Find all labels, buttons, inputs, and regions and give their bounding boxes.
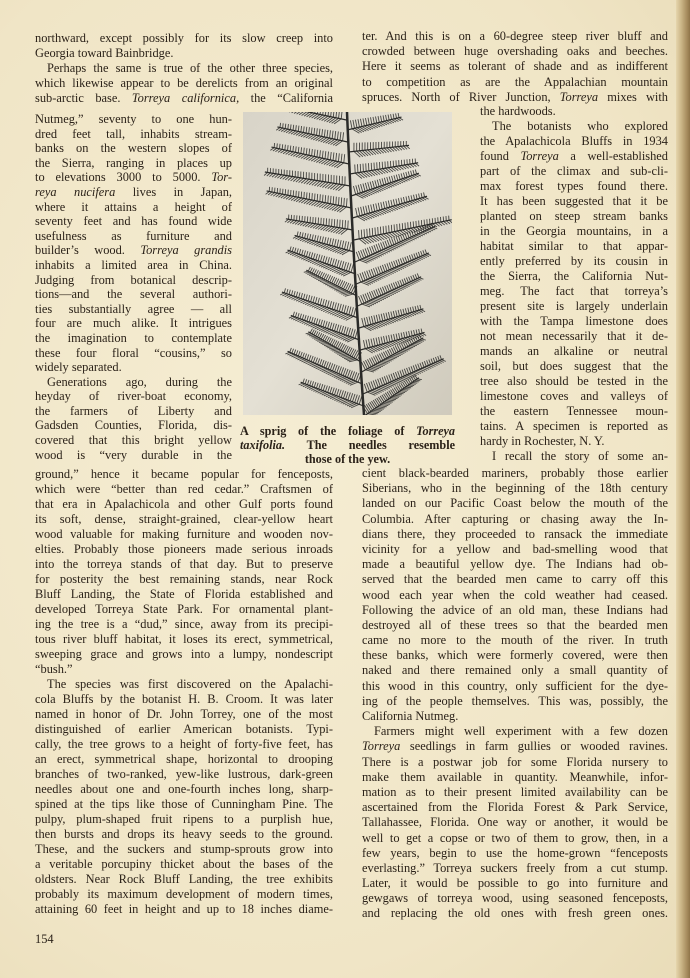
text-span: the “California	[239, 91, 333, 105]
text-line: Here it seems as tolerant of shade and as indifferent	[362, 59, 668, 74]
text-line: make them available in quantity. Meanwhile, infor-	[362, 769, 668, 784]
italic-text: Torreya	[559, 89, 599, 104]
text-line: Nutmeg,” seventy to one hun-	[35, 112, 232, 126]
italic-text: taxifolia.	[240, 438, 286, 452]
text-line: “bush.”	[35, 662, 73, 676]
needle	[370, 228, 371, 236]
text-line: wood each year when the cold weather had ceased.	[362, 587, 668, 602]
needle	[344, 198, 345, 207]
text-line: naked and there remained only a small quantity of	[362, 663, 668, 678]
text-line: served that the bearded men came to carry off this	[362, 572, 668, 587]
text-span: sub-arctic base.	[35, 91, 132, 105]
text-line	[362, 90, 668, 105]
text-line: few years, begin to use the home-grown “fenceposts	[362, 845, 668, 860]
text-line: planted on steep stream banks	[480, 209, 668, 223]
italic-text: Torreya	[416, 424, 455, 438]
text-line: its soft, dense, straight-grained, clear-yellow heart	[35, 512, 333, 526]
text-line: which were “better than red cedar.” Craftsmen of	[35, 482, 333, 496]
text-line: not mean necessarily that it de-	[480, 329, 668, 343]
text-line: mands an alkaline or neutral	[480, 344, 668, 358]
text-line: part of the climax and sub-cli-	[480, 164, 668, 178]
torreya-foliage-photo	[243, 112, 452, 415]
text-line: tous river bluff habitat, it loses its erect, symmetrical,	[35, 632, 333, 646]
text-line: branches of two-ranked, yew-like lustrous, dark-green	[35, 767, 333, 781]
text-line: developed Torreya State Park. For ornamental plant-	[35, 602, 333, 616]
text-line: ascertained from the Florida Forest & Park Service,	[362, 800, 668, 815]
text-line: attaining 60 feet in height and up to 18 inches diame-	[35, 902, 333, 916]
text-line: widely separated.	[35, 360, 122, 375]
text-line: wood valuable for making furniture and wooden nov-	[35, 527, 333, 541]
right-column-bottom-text	[362, 466, 668, 922]
text-line: Later, it would be possible to go into furniture and	[362, 876, 668, 891]
text-line: oldsters. Near Rock Bluff Landing, the tree exhibits	[35, 872, 333, 886]
text-line: Farmers might well experiment with a few dozen	[374, 724, 668, 739]
text-line: ing of the people themselves. This was, possibly, the	[362, 693, 668, 708]
text-line	[35, 185, 232, 200]
needle	[372, 228, 373, 236]
text-line: Perhaps the same is true of the other three species,	[47, 61, 333, 75]
text-line: soil, but does suggest that the	[480, 359, 668, 373]
text-line: a veritable porcupiny thicket about the bases of the	[35, 857, 333, 871]
text-line: the Sierra, ranging in places up	[35, 155, 232, 170]
text-line: cient black-bearded mariners, probably those earlier	[362, 466, 668, 480]
left-column-top-text	[35, 31, 333, 106]
text-line: which likewise appear to be derelicts from an original	[35, 76, 333, 90]
photo-caption	[240, 424, 455, 466]
text-line: There is a postwar job for some Florida nursery to	[362, 754, 668, 769]
right-column-top-text	[362, 29, 668, 105]
text-line: covered that this bright yellow	[35, 433, 232, 448]
text-line: named in honor of Dr. John Torrey, one of the most	[35, 707, 333, 721]
needle	[279, 144, 280, 149]
text-line: hardy in Rochester, N. Y.	[480, 434, 605, 448]
text-line: destroyed all of these trees so that the bearded men	[362, 617, 668, 632]
text-line: probably its maximum development of modern times,	[35, 887, 333, 901]
text-line: pulpy, plum-shaped fruit ripens to a purplish hue,	[35, 812, 333, 826]
text-span: a well-established	[558, 149, 668, 163]
text-line: came no more to the mouth of the river. In truth	[362, 633, 668, 648]
text-line: and replacing the old ones with fresh green ones.	[362, 906, 668, 921]
needle	[290, 124, 291, 129]
needle	[348, 220, 349, 229]
needle	[338, 197, 339, 205]
text-line: ties substantially agree — all	[35, 301, 232, 316]
text-line: cally, the tree grows to a height of forty-five feet, has	[35, 737, 333, 751]
text-line: Columbia. After capturing or chasing away the In-	[362, 511, 668, 526]
needle	[359, 230, 360, 239]
text-span: builder’s wood.	[35, 243, 141, 258]
text-line: vicinity for a yellow and bad-smelling wood that	[362, 541, 668, 556]
text-line: the Apalachicola Bluffs in 1934	[480, 134, 668, 148]
text-line: inhabits a limited area in China.	[35, 257, 232, 272]
text-line: The botanists who explored	[492, 119, 668, 133]
text-line: dred feet tall, inhabits stream-	[35, 126, 232, 141]
text-line: meg. The fact that torreya’s	[480, 284, 668, 298]
text-line: well to get a copse or two of them to grow, then, in a	[362, 830, 668, 845]
text-line: wood is “very durable in the	[35, 447, 232, 462]
text-line	[35, 170, 232, 185]
text-line: tains. A specimen is reported as	[480, 419, 668, 433]
text-line: with the Tampa limestone does	[480, 314, 668, 328]
text-line	[240, 424, 455, 438]
needle	[341, 197, 342, 205]
text-line: ently preferred by its cousin in	[480, 254, 668, 268]
text-line: these four floral “cousins,” so	[35, 345, 232, 360]
needle	[283, 123, 284, 128]
text-line: limestone coves and valleys of	[480, 389, 668, 403]
text-line: tree also should be tested in the	[480, 374, 668, 388]
text-line: distinguished of earlier American botanists. Typi-	[35, 722, 333, 736]
needle	[367, 229, 368, 237]
text-line: landed on our Pacific Coast below the mouth of the	[362, 496, 668, 511]
needle	[336, 197, 337, 205]
text-line	[35, 243, 232, 258]
needle	[282, 144, 283, 149]
text-line: these banks, which were formerly covered, were then	[362, 648, 668, 663]
text-line: ground,” hence it became popular for fenceposts,	[35, 467, 333, 481]
text-line: Tallahassee, Florida. One way or another, it would be	[362, 815, 668, 830]
text-line: banks on the western slopes of	[35, 141, 232, 156]
italic-text: Torreya	[362, 739, 401, 754]
needle	[346, 198, 347, 207]
text-line: tions—and the several authori-	[35, 287, 232, 302]
text-span: found	[480, 149, 521, 163]
needle	[293, 125, 294, 130]
text-line: this wood in this country, only sufficient for the dye-	[362, 678, 668, 693]
text-line: ing the tree is a “dud,” since, away from its precipi-	[35, 617, 333, 631]
text-line: the eastern Tennessee moun-	[480, 404, 668, 418]
needle	[285, 124, 286, 129]
text-line: for posterity the best remaining stands, near Rock	[35, 572, 333, 586]
needle	[333, 196, 334, 204]
text-line: the imagination to contemplate	[35, 330, 232, 345]
needle	[274, 143, 275, 148]
italic-text: reya nucifera	[35, 184, 116, 199]
text-line: the hardwoods.	[480, 104, 556, 118]
needle	[361, 230, 362, 239]
text-line: where it attains a height of	[35, 199, 232, 214]
text-line: It has been suggested that it be	[480, 194, 668, 208]
text-line: heyday of river-boat economy,	[35, 389, 232, 404]
italic-text: Torreya californica,	[131, 91, 240, 105]
text-span: mixes with	[598, 89, 669, 104]
text-line: then bursts and drops its heavy seeds to the ground.	[35, 827, 333, 841]
text-line: California Nutmeg.	[362, 709, 459, 723]
text-line: present site is largely underlain	[480, 299, 668, 313]
text-line: cola Bluffs by the botanist H. B. Croom. It was later	[35, 692, 333, 706]
text-line: needles about one and one-fourth inches long, sharp-	[35, 782, 333, 796]
text-line: made a beautiful yellow dye. The Indians had ob-	[362, 557, 668, 572]
needle	[296, 146, 297, 152]
text-line: sweeping grace and grows into a lumpy, nondescript	[35, 647, 333, 661]
text-line: ter. And this is on a 60-degree steep river bluff and	[362, 29, 668, 43]
left-column-bottom-text	[35, 467, 333, 917]
text-line: habitat similar to that appar-	[480, 239, 668, 253]
text-line: I recall the story of some an-	[492, 449, 668, 463]
text-line: the Sierra, the California Nut-	[480, 269, 668, 283]
text-line	[480, 149, 668, 164]
italic-text: Tor-	[211, 170, 232, 185]
text-line: Generations ago, during the	[47, 374, 232, 389]
text-line: dians there, they proceeded to ransack the immediate	[362, 526, 668, 541]
text-line: Following the advice of an old man, these Indians had	[362, 602, 668, 617]
text-line	[362, 739, 668, 754]
text-line: Siberians, who in the beginning of the 18th century	[362, 481, 668, 496]
text-line: Judging from botanical descrip-	[35, 272, 232, 287]
text-span: lives in Japan,	[115, 184, 232, 199]
text-span: The needles resemble	[285, 438, 455, 452]
text-line: max forest types found there.	[480, 179, 668, 193]
text-span: to elevations 3000 to 5000.	[35, 170, 212, 185]
text-line: elties. Probably those pioneers made serious inroads	[35, 542, 333, 556]
right-column-wrapped-text	[480, 104, 668, 464]
text-line: spined at the tips like those of Cunningham Pine. The	[35, 797, 333, 811]
needle	[280, 123, 281, 128]
text-line: northward, except possibly for its slow creep into	[35, 31, 333, 45]
text-line: seventy feet and has found wide	[35, 214, 232, 229]
text-line: Georgia toward Bainbridge.	[35, 46, 174, 60]
text-line: an erect, symmetrical shape, horizontal to drooping	[35, 752, 333, 766]
text-line: everlasting.” Torreya suckers freely from a cut stump.	[362, 860, 668, 875]
needle	[293, 146, 294, 152]
text-line: the farmers of Liberty and	[35, 403, 232, 418]
text-span: seedlings in farm gullies or wooded ravines.	[400, 739, 668, 754]
text-line	[240, 438, 455, 452]
text-span: A sprig of the foliage of	[240, 424, 417, 438]
text-line: into the torreya stands of that day. But to preserve	[35, 557, 333, 571]
text-line: in the Georgia mountains, in a	[480, 224, 668, 238]
text-span: spruces. North of River Junction,	[362, 89, 560, 104]
text-line: Gadsden Counties, Florida, dis-	[35, 418, 232, 433]
text-line: that era in Apalachicola and other Gulf ports found	[35, 497, 333, 511]
text-line: usefulness as furniture and	[35, 228, 232, 243]
needle	[322, 195, 323, 202]
text-line: These, and the suckers and stump-sprouts grow into	[35, 842, 333, 856]
needle	[285, 145, 286, 150]
book-binding-edge	[676, 0, 690, 978]
italic-text: Torreya	[520, 149, 559, 163]
needle	[328, 195, 329, 203]
text-line: gewgaws of torreya wood, using seasoned fenceposts,	[362, 891, 668, 906]
needle	[317, 194, 318, 201]
needle	[364, 229, 365, 237]
needle	[320, 194, 321, 201]
needle	[375, 228, 376, 236]
text-line: four are much alike. It intrigues	[35, 316, 232, 331]
needle	[290, 146, 291, 152]
needle	[330, 196, 331, 204]
needle	[288, 145, 289, 150]
text-line: Bluff Landing, the State of Florida established and	[35, 587, 333, 601]
left-column-wrapped-text	[35, 112, 232, 462]
text-line: crowded between huge overshading oaks and beeches.	[362, 44, 668, 59]
needle	[277, 143, 278, 148]
page-number: 154	[35, 932, 54, 946]
text-line: those of the yew.	[304, 452, 391, 466]
text-line	[35, 91, 333, 106]
italic-text: Torreya grandis	[140, 243, 232, 258]
text-line: to competition as are the Appalachian mountain	[362, 74, 668, 89]
needle	[325, 195, 326, 203]
text-line: The species was first discovered on the Apalachi-	[47, 677, 333, 691]
needle	[288, 124, 289, 129]
text-line: mation as to their present limited availability can be	[362, 784, 668, 799]
